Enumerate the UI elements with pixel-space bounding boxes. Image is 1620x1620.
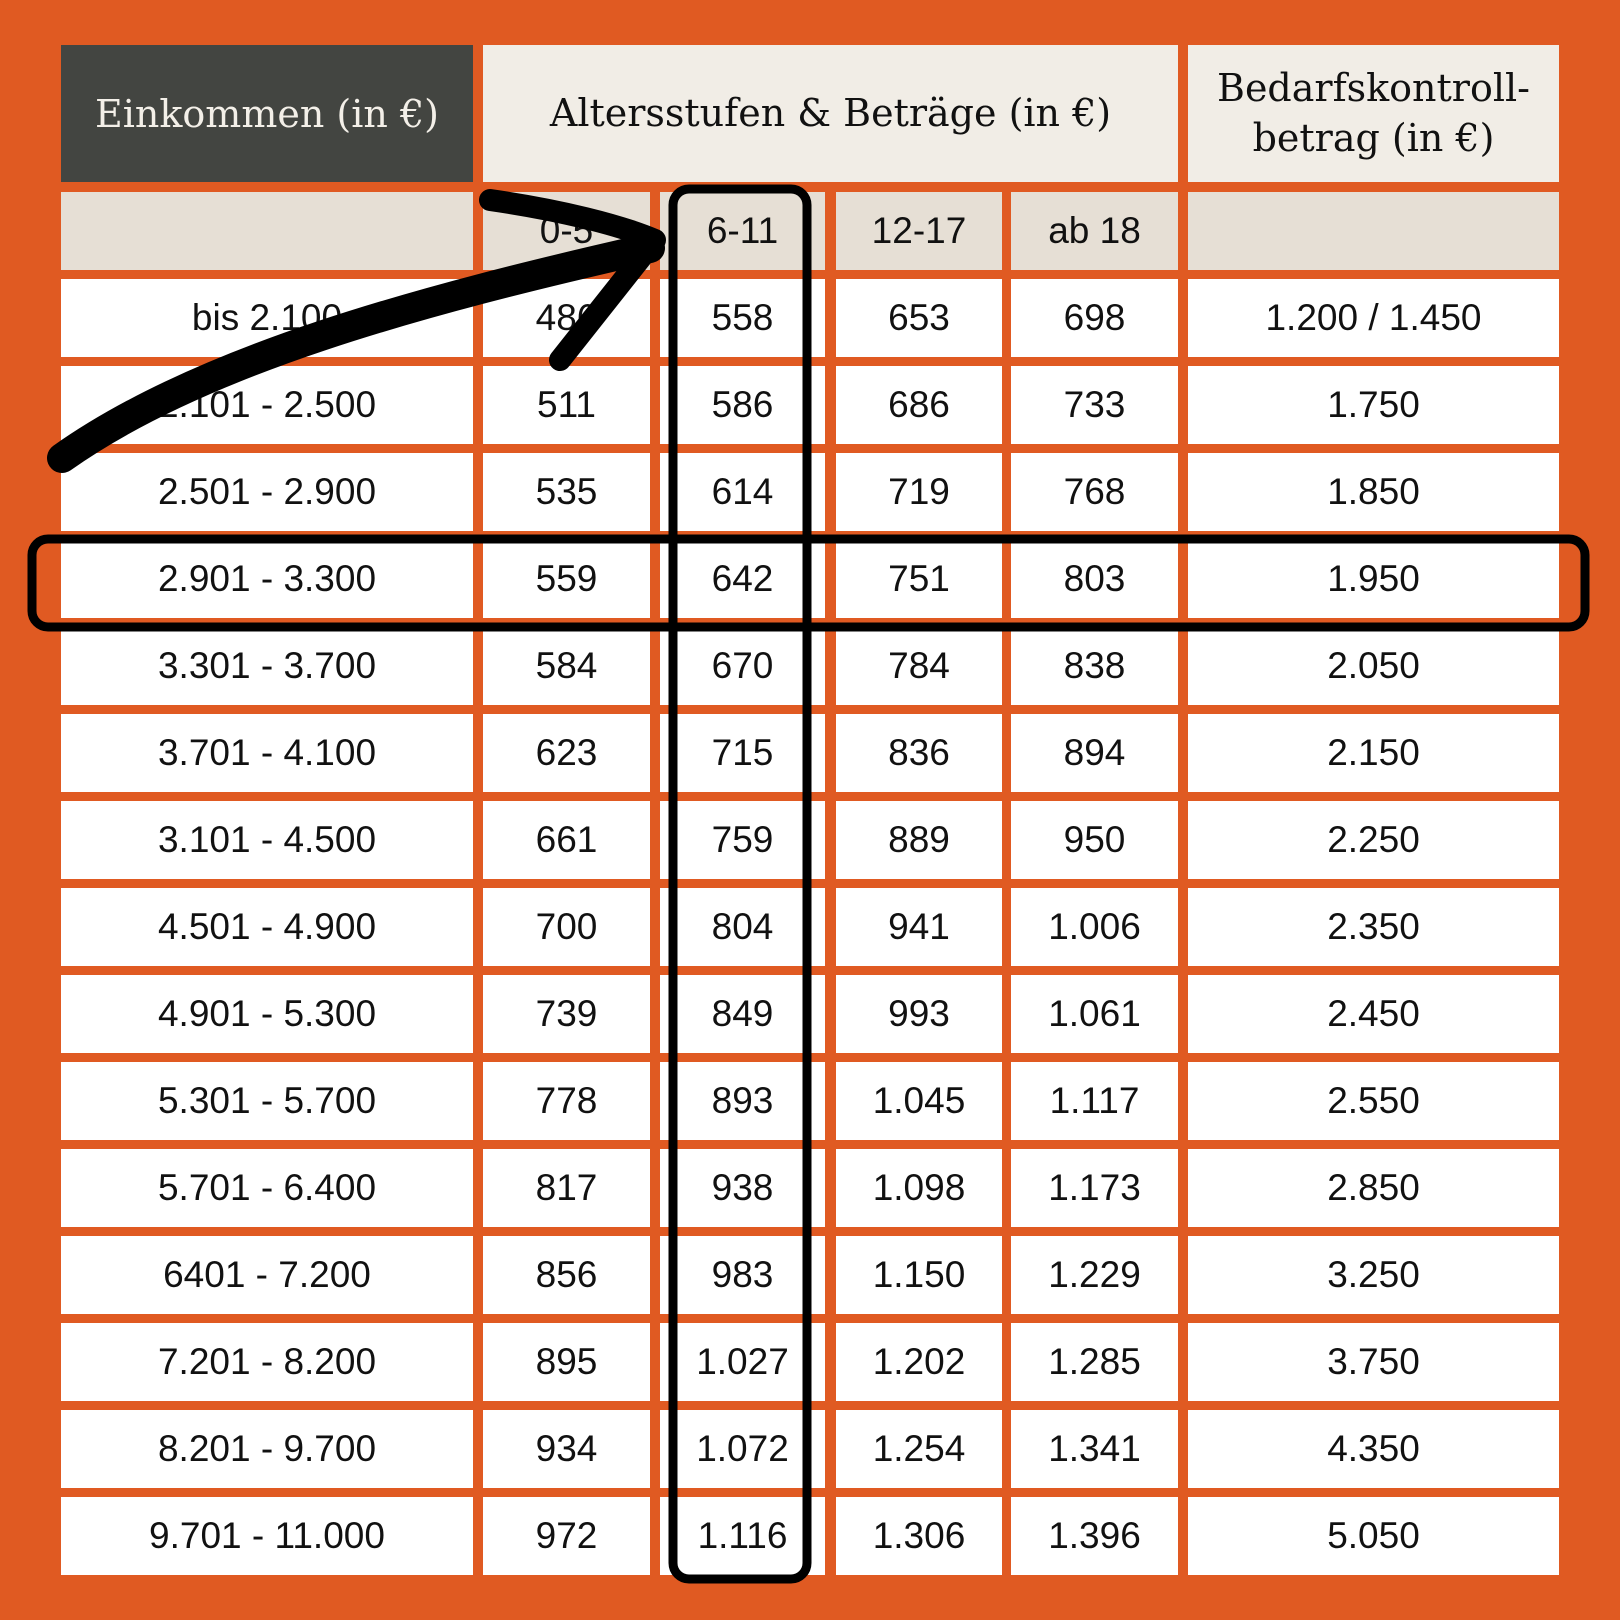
table-cell-text: 1.850 [1327,471,1420,512]
table-cell [836,1497,1002,1575]
table-cell [1188,540,1559,618]
table-cell-text: 938 [711,1167,774,1208]
table-cell-text: 1.150 [872,1254,966,1295]
table-cell [660,1149,825,1227]
table-cell-text: 1.254 [872,1428,966,1469]
table-cell [836,1236,1002,1314]
table-cell-text: 1.045 [872,1080,966,1121]
table-cell [483,1410,650,1488]
table-cell [660,1497,825,1575]
table-cell-text: 3.250 [1327,1254,1420,1295]
table-cell [1188,1410,1559,1488]
income-range-cell-text: 9.701 - 11.000 [149,1515,385,1556]
table-cell-text: 759 [711,819,774,860]
table-cell [836,801,1002,879]
table-cell-text: 849 [711,993,774,1034]
table-cell-text: 1.229 [1048,1254,1141,1295]
table-cell-text: 558 [711,297,774,338]
table-cell [660,975,825,1053]
table-cell [1011,1323,1178,1401]
table-cell [836,1410,1002,1488]
table-cell [1188,453,1559,531]
table-cell-text: 686 [888,384,950,425]
table-cell-text: 950 [1063,819,1126,860]
table-cell [836,888,1002,966]
age-group-header-text: ab 18 [1048,210,1141,251]
table-cell [1011,1149,1178,1227]
table-cell [1188,1149,1559,1227]
table-cell-text: 733 [1063,384,1126,425]
table-cell-text: 559 [535,558,598,599]
table-cell-text: 661 [535,819,598,860]
table-cell-text: 1.306 [872,1515,966,1556]
table-cell-text: 614 [711,471,774,512]
income-range-cell-text: 6401 - 7.200 [163,1254,371,1295]
table-cell-text: 584 [535,645,598,686]
table-cell [836,714,1002,792]
table-cell-text: 2.150 [1327,732,1420,773]
table-cell-text: 778 [535,1080,598,1121]
table-cell-text: 653 [888,297,950,338]
table-cell [1011,801,1178,879]
income-range-cell-text: 8.201 - 9.700 [157,1428,377,1469]
table-cell [1011,975,1178,1053]
table-cell [483,1062,650,1140]
table-cell-text: 2.850 [1327,1167,1420,1208]
table-cell [836,627,1002,705]
income-range-cell [61,1062,473,1140]
table-cell-text: 838 [1063,645,1126,686]
table-cell-text: 2.550 [1327,1080,1420,1121]
table-cell-text: 895 [535,1341,598,1382]
table-cell [836,540,1002,618]
table-cell [1188,627,1559,705]
table-cell-text: 1.173 [1048,1167,1141,1208]
table-cell [1188,1062,1559,1140]
table-cell-text: 1.098 [872,1167,966,1208]
table-cell [1011,279,1178,357]
table-cell-text: 993 [888,993,950,1034]
table-cell [483,453,650,531]
table-cell-text: 1.116 [697,1515,788,1556]
table-cell [483,540,650,618]
table-cell-text: 586 [711,384,774,425]
table-cell-text: 889 [888,819,950,860]
age-amounts-header [483,45,1178,182]
table-cell-text: 893 [711,1080,774,1121]
sub-header-empty [1188,192,1559,270]
table-cell-text: 535 [535,471,598,512]
table-cell [1188,801,1559,879]
table-cell [1011,627,1178,705]
table-cell [836,453,1002,531]
table-cell [660,279,825,357]
table-cell [483,627,650,705]
table-cell-text: 719 [888,471,950,512]
table-cell [836,975,1002,1053]
income-range-cell-text: 7.201 - 8.200 [157,1341,377,1382]
income-range-cell [61,279,473,357]
income-range-cell [61,540,473,618]
table-cell [483,888,650,966]
table-cell [836,1149,1002,1227]
table-cell [660,366,825,444]
table-cell [1011,1062,1178,1140]
age-group-header-text: 12-17 [871,210,967,251]
control-header-line2: betrag (in €) [1252,115,1495,160]
age-amounts-header-label: Altersstufen & Beträge (in €) [549,90,1112,135]
table-cell-text: 5.050 [1327,1515,1420,1556]
table-cell-text: 836 [888,732,950,773]
table-cell [660,801,825,879]
income-range-cell [61,888,473,966]
table-cell [1188,1236,1559,1314]
table-cell-text: 2.050 [1327,645,1420,686]
table-cell-text: 1.072 [696,1428,789,1469]
table-cell [483,366,650,444]
table-cell [1011,1497,1178,1575]
table-cell-text: 1.950 [1327,558,1420,599]
income-range-cell-text: 5.301 - 5.700 [157,1080,377,1121]
income-range-cell [61,366,473,444]
table-cell-text: 3.750 [1327,1341,1420,1382]
table-cell-text: 1.061 [1048,993,1141,1034]
table-cell [483,1149,650,1227]
table-cell-text: 804 [711,906,774,947]
table-cell-text: 511 [537,384,596,425]
income-range-cell [61,1410,473,1488]
table-cell-text: 715 [711,732,774,773]
income-range-cell-text: 3.301 - 3.700 [157,645,377,686]
table-cell-text: 2.350 [1327,906,1420,947]
table-cell-text: 983 [711,1254,774,1295]
income-range-cell [61,714,473,792]
table-cell [660,453,825,531]
table-cell-text: 642 [711,558,774,599]
table-cell [483,1236,650,1314]
table-cell [1188,888,1559,966]
table-cell [483,1323,650,1401]
table-cell [1011,453,1178,531]
table-cell [1188,975,1559,1053]
income-header [61,45,473,182]
income-range-cell [61,1497,473,1575]
age-group-header [660,192,825,270]
control-amount-header [1188,45,1559,182]
table-cell-text: 1.027 [696,1341,789,1382]
table-cell-text: 1.117 [1049,1080,1140,1121]
table-cell [660,1236,825,1314]
table-cell [836,279,1002,357]
table-cell-text: 1.396 [1048,1515,1141,1556]
table-cell [660,627,825,705]
income-range-cell-text: 2.901 - 3.300 [157,558,377,599]
table-cell [1188,1497,1559,1575]
income-range-cell [61,1236,473,1314]
income-range-cell [61,453,473,531]
income-range-cell-text: 4.501 - 4.900 [157,906,377,947]
income-range-cell [61,627,473,705]
table-cell [483,279,650,357]
table-cell-text: 1.285 [1048,1341,1141,1382]
table-cell-text: 817 [535,1167,598,1208]
age-group-header [836,192,1002,270]
age-group-header-text: 6-11 [706,210,779,251]
income-range-cell-text: 5.701 - 6.400 [157,1167,377,1208]
table-cell [836,366,1002,444]
age-group-header [483,192,650,270]
income-range-cell-text: 3.101 - 4.500 [157,819,377,860]
table-cell [660,888,825,966]
income-range-cell-text: 2.501 - 2.900 [157,471,377,512]
table-cell-text: 972 [535,1515,598,1556]
table-cell-text: 700 [535,906,598,947]
table-cell [1188,1323,1559,1401]
table-cell-text: 784 [888,645,950,686]
table-cell-text: 856 [535,1254,598,1295]
table-cell [660,714,825,792]
table-cell [1188,366,1559,444]
table-cell-text: 1.006 [1048,906,1141,947]
table-cell-text: 1.202 [872,1341,966,1382]
table-cell [483,801,650,879]
income-range-cell [61,801,473,879]
table-cell [483,975,650,1053]
age-group-header [1011,192,1178,270]
income-range-cell-text: 4.901 - 5.300 [157,993,377,1034]
table-cell [1011,540,1178,618]
table-cell-text: 1.200 / 1.450 [1265,297,1482,338]
table-cell [1188,279,1559,357]
income-range-cell-text: bis 2.100 [191,297,343,338]
sub-header-empty [61,192,473,270]
table-cell [1011,366,1178,444]
table-cell [836,1062,1002,1140]
table-cell-text: 623 [535,732,598,773]
table-cell-text: 768 [1063,471,1126,512]
table-cell [660,540,825,618]
table-cell-text: 2.450 [1327,993,1420,1034]
table-cell [660,1323,825,1401]
table-cell [483,714,650,792]
table-cell-text: 4.350 [1327,1428,1420,1469]
table-cell-text: 803 [1063,558,1126,599]
income-range-cell [61,975,473,1053]
income-range-cell [61,1323,473,1401]
control-header-line1: Bedarfskontroll- [1217,66,1530,111]
table-cell-text: 1.341 [1048,1428,1141,1469]
table-cell [660,1062,825,1140]
table-cell-text: 486 [535,297,598,338]
table-cell [483,1497,650,1575]
table-cell [836,1323,1002,1401]
table-cell-text: 894 [1063,732,1126,773]
income-range-cell-text: 2.101 - 2.500 [157,384,377,425]
table-cell-text: 2.250 [1327,819,1420,860]
table-cell [1011,714,1178,792]
table-cell-text: 941 [888,906,950,947]
table-cell-text: 751 [888,558,950,599]
table-cell [1011,888,1178,966]
table-cell-text: 934 [535,1428,598,1469]
table-cell [660,1410,825,1488]
income-header-label: Einkommen (in €) [95,91,439,136]
table-cell-text: 670 [711,645,774,686]
income-range-cell [61,1149,473,1227]
table-cell [1188,714,1559,792]
table-cell [1011,1236,1178,1314]
table-cell-text: 739 [535,993,598,1034]
table-cell-text: 1.750 [1327,384,1420,425]
age-group-header-text: 0-5 [539,210,594,251]
income-range-cell-text: 3.701 - 4.100 [157,732,377,773]
table-cell-text: 698 [1063,297,1126,338]
table-cell [1011,1410,1178,1488]
